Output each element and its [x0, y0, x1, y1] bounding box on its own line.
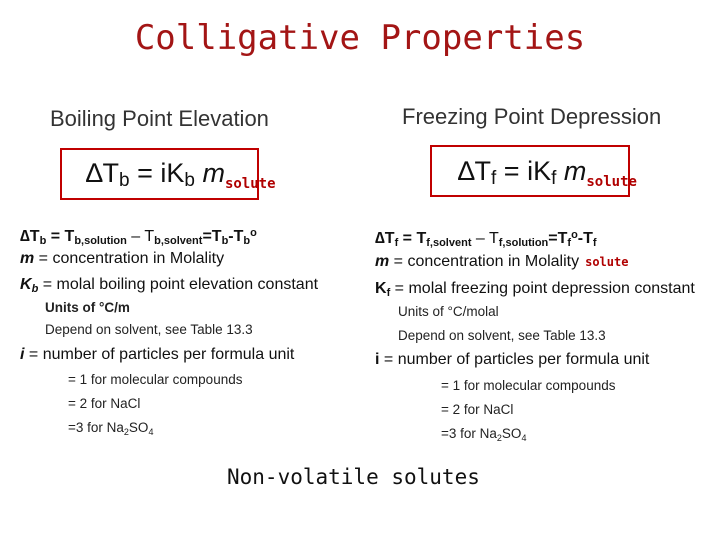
- i-na2so4: =3 for $Na_2SO_4$: [68, 420, 154, 437]
- non-volatile-note: Non-volatile solutes: [227, 465, 480, 489]
- i-molecular: = 1 for molecular compounds: [68, 372, 243, 387]
- boiling-equation: ∆Tb = iKb $m_{solute}$: [86, 158, 276, 192]
- solute-subscript: solute: [224, 176, 276, 192]
- kb-units: Units of °C/m: [45, 300, 130, 315]
- kf-solvent-note: Depend on solvent, see Table 13.3: [398, 328, 606, 343]
- boiling-point-heading: Boiling Point Elevation: [50, 106, 269, 131]
- kf-units: Units of °C/molal: [398, 304, 499, 319]
- freezing-point-heading: Freezing Point Depression: [402, 104, 662, 129]
- kb-definition: Kb = molal boiling point elevation constant: [20, 276, 319, 295]
- i-na2so4-right: =3 for $Na_2SO_4$: [441, 426, 527, 443]
- freezing-equation: ∆Tf = iKf $m_{solute}$: [458, 156, 637, 190]
- i-definition-right: i = number of particles per formula unit: [375, 351, 650, 368]
- molality-definition: m = concentration in Molality: [20, 250, 225, 267]
- i-molecular-right: = 1 for molecular compounds: [441, 378, 616, 393]
- i-nacl-right: = 2 for NaCl: [441, 402, 514, 417]
- delta-tb-definition: ∆Tb = Tb,solution – $Tb,solvent=Tb-Tb^o$: [20, 227, 257, 247]
- page-title: Colligative Properties: [134, 18, 586, 58]
- kb-solvent-note: Depend on solvent, see Table 13.3: [45, 322, 253, 337]
- molality-definition-right: m = concentration in Molality solute: [375, 253, 629, 270]
- kf-definition: Kf = molal freezing point depression constant: [375, 280, 695, 299]
- i-definition: i = number of particles per formula unit: [20, 346, 295, 363]
- delta-tf-definition: ∆Tf = Tf,solvent – $Tf,solution=Tf^o-Tf$: [375, 229, 597, 249]
- i-nacl: = 2 for NaCl: [68, 396, 141, 411]
- solute-label: solute: [585, 255, 629, 269]
- solute-subscript: solute: [586, 174, 637, 190]
